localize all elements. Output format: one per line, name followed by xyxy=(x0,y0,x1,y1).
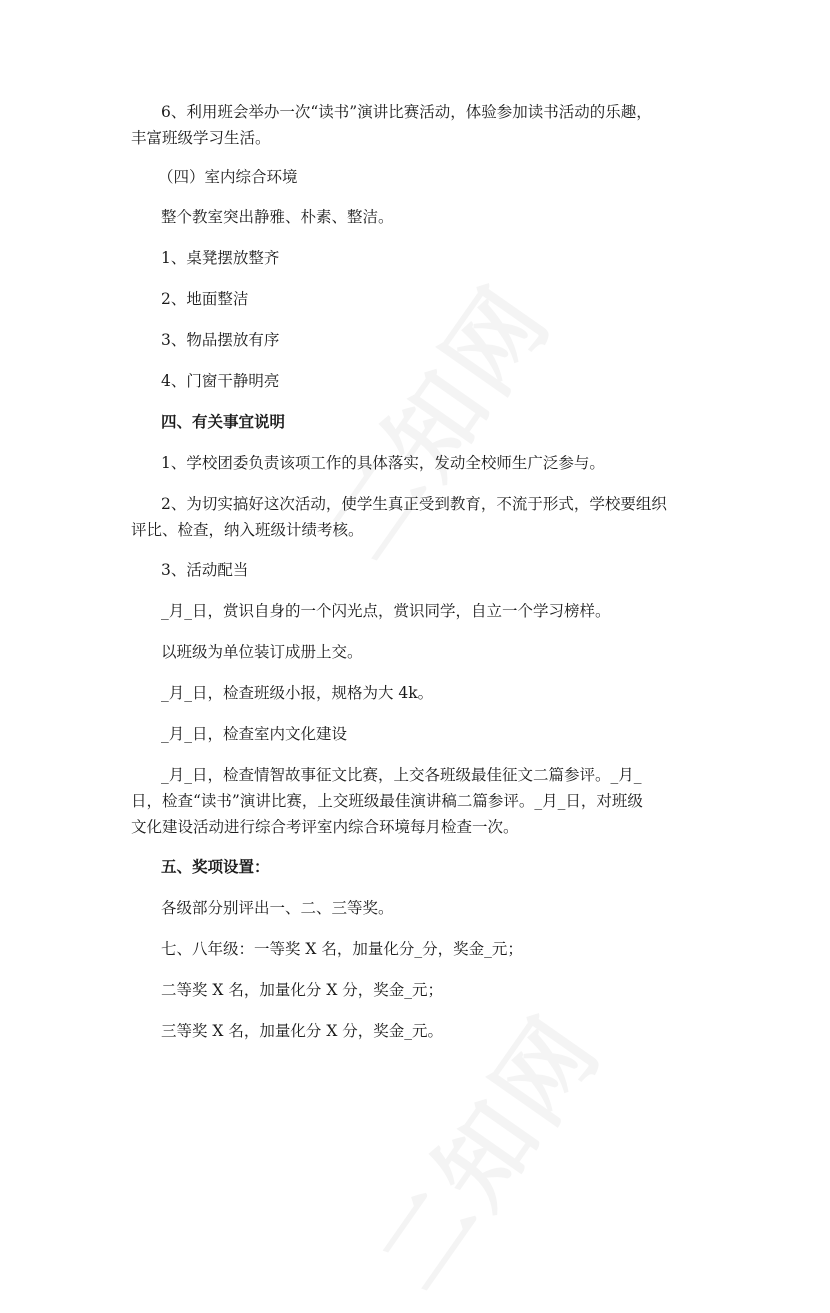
section-heading: 四、有关事宜说明 xyxy=(161,412,286,431)
section-heading: 五、奖项设置： xyxy=(161,857,270,876)
paragraph-line: 6、利用班会举办一次“读书”演讲比赛活动，体验参加读书活动的乐趣， xyxy=(161,103,652,121)
schedule-line: _月_日，赏识自身的一个闪光点，赏识同学，自立一个学习榜样。 xyxy=(161,602,611,620)
list-item: 4、门窗干静明亮 xyxy=(161,372,280,390)
paragraph-line: 以班级为单位装订成册上交。 xyxy=(161,643,363,661)
schedule-line: _月_日，检查室内文化建设 xyxy=(161,725,348,743)
paragraph-line: 各级部分别评出一、二、三等奖。 xyxy=(161,899,394,917)
list-item: 3、活动配当 xyxy=(161,561,249,579)
list-item: 1、学校团委负责该项工作的具体落实，发动全校师生广泛参与。 xyxy=(161,454,605,472)
schedule-line: 文化建设活动进行综合考评室内综合环境每月检查一次。 xyxy=(131,818,519,836)
award-line: 二等奖 X 名，加量化分 X 分，奖金_元； xyxy=(161,981,444,999)
paragraph-line: 评比、检查，纳入班级计绩考核。 xyxy=(131,521,364,539)
list-item: 2、地面整洁 xyxy=(161,290,249,308)
paragraph-line: 2、为切实搞好这次活动，使学生真正受到教育，不流于形式，学校要组织 xyxy=(161,495,667,513)
list-item: 3、物品摆放有序 xyxy=(161,331,280,349)
paragraph-line: 丰富班级学习生活。 xyxy=(131,129,271,147)
section-subheading: （四）室内综合环境 xyxy=(158,168,298,186)
schedule-line: _月_日，检查班级小报，规格为大 4k。 xyxy=(161,684,434,702)
list-item: 1、桌凳摆放整齐 xyxy=(161,249,280,267)
schedule-line: _月_日，检查情智故事征文比赛，上交各班级最佳征文二篇参评。_月_ xyxy=(161,766,642,784)
paragraph-line: 整个教室突出静雅、朴素、整洁。 xyxy=(161,208,394,226)
schedule-line: 日，检查“读书”演讲比赛，上交班级最佳演讲稿二篇参评。_月_日，对班级 xyxy=(131,792,643,810)
award-line: 三等奖 X 名，加量化分 X 分，奖金_元。 xyxy=(161,1022,444,1040)
award-line: 七、八年级：一等奖 X 名，加量化分_分，奖金_元； xyxy=(161,940,523,958)
